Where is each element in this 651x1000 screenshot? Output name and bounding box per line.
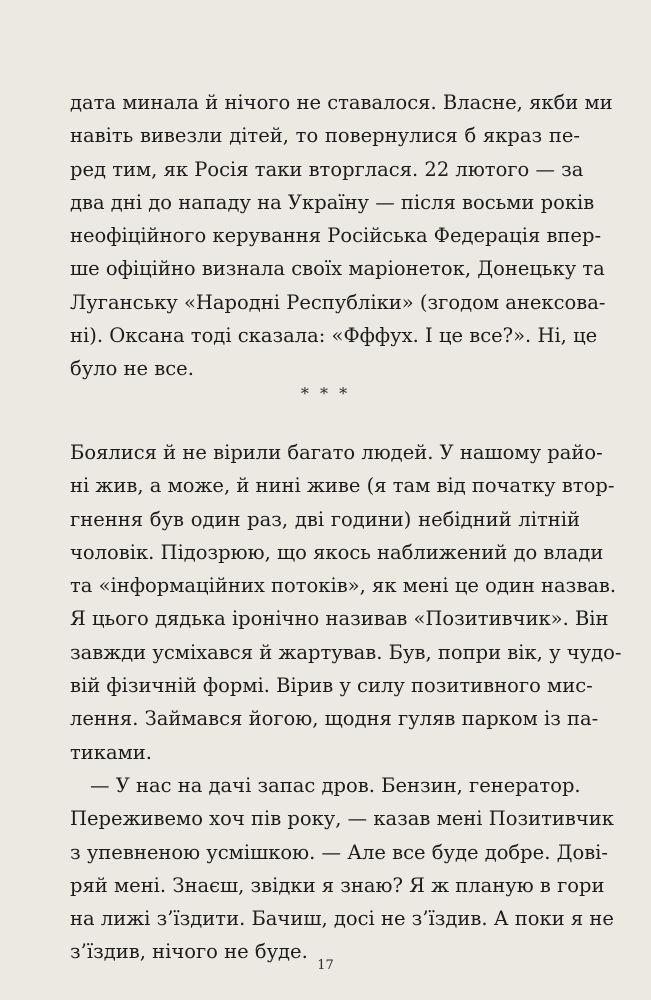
text-line: ні жив, а може, й нині живе (я там від початку втор-: [70, 474, 615, 498]
text-line: тиками.: [70, 740, 152, 764]
text-line: Я цього дядька іронічно називав «Позитивчик». Він: [70, 607, 609, 631]
text-line: завжди усміхався й жартував. Був, попри вік, у чудо-: [70, 640, 622, 664]
text-line: ряй мені. Знаєш, звідки я знаю? Я ж планую в гори: [70, 873, 605, 897]
text-line: з упевненою усмішкою. — Але все буде добре. Дові-: [70, 840, 608, 864]
text-line: та «інформаційних потоків», як мені це один назвав.: [70, 574, 617, 598]
text-line: Боялися й не вірили багато людей. У нашому райо-: [70, 441, 603, 464]
text-line: Переживемо хоч пів року, — казав мені Позитивчик: [70, 807, 614, 831]
text-line: навіть вивезли дітей, то повернулися б якраз пе-: [70, 124, 580, 148]
text-line: вій фізичній формі. Вірив у силу позитивного мис-: [70, 674, 593, 698]
text-line: ше офіційно визнала своїх маріонеток, Донецьку та: [70, 257, 605, 281]
text-line: Луганську «Народні Республіки» (згодом анексова-: [70, 290, 606, 314]
paragraph-1: [70, 86, 613, 386]
text-line: — У нас на дачі запас дров. Бензин, генератор.: [90, 773, 581, 797]
section-separator: * * *: [300, 384, 351, 403]
page-number: 17: [317, 958, 334, 973]
text-line: з’їздив, нічого не буде.: [70, 940, 308, 964]
paragraph-2: [70, 436, 622, 969]
text-line: неофіційного керування Російська Федерація впер-: [70, 224, 602, 248]
text-line: чоловік. Підозрюю, що якось наближений до влади: [70, 540, 604, 564]
text-line: ред тим, як Росія таки вторглася. 22 лютого — за: [70, 157, 584, 181]
text-line: дата минала й нічого не ставалося. Власне, якби ми: [70, 91, 613, 114]
text-line: два дні до нападу на Україну — після восьми років: [70, 190, 595, 214]
text-line: було не все.: [70, 357, 194, 381]
text-line: лення. Займався йогою, щодня гуляв парком із па-: [70, 707, 599, 731]
text-line: ні). Оксана тоді сказала: «Фффух. І це все?». Ні, це: [70, 324, 598, 348]
text-line: на лижі з’їздити. Бачиш, досі не з’їздив. А поки я не: [70, 907, 614, 931]
text-line: гнення був один раз, дві години) небідний літній: [70, 507, 580, 531]
